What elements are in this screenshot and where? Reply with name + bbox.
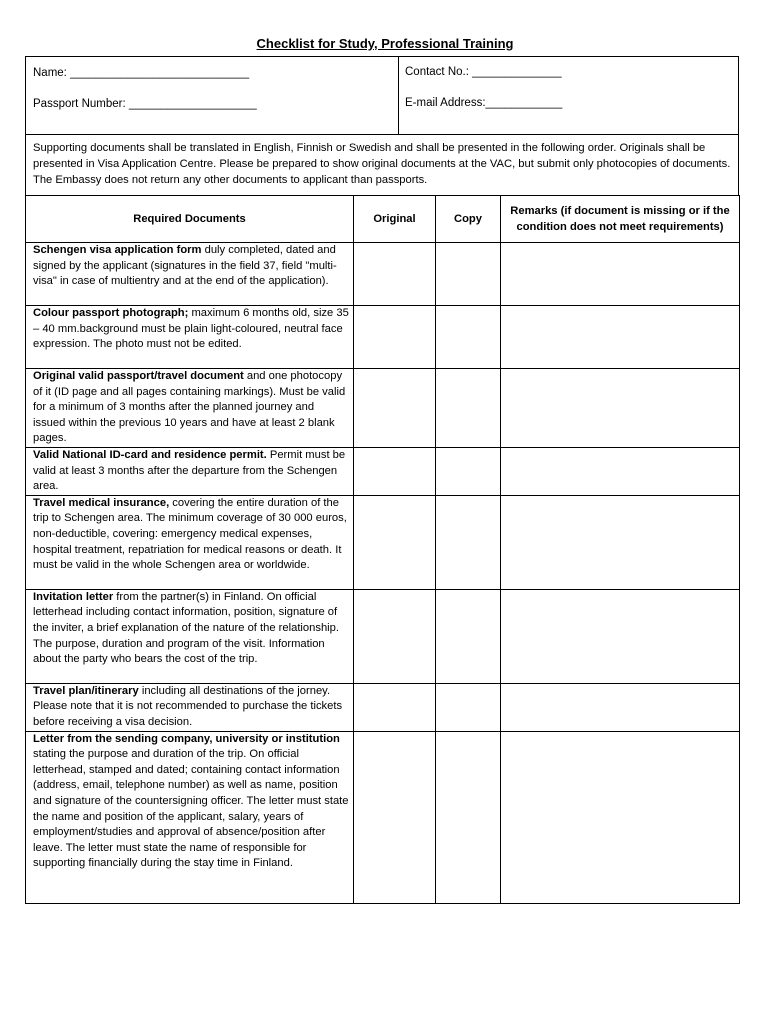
original-cell[interactable] <box>354 731 436 903</box>
remarks-cell[interactable] <box>501 589 740 683</box>
document-details: covering the entire duration of the trip to Schengen area. The minimum coverage of 30 000 euros, non-deductible, covering: emergency medical expenses, hospital treatment, repatriation for medical reasons or death. It must be valid in the whole Schengen area or worldwide. <box>33 496 347 572</box>
document-description <box>26 589 354 683</box>
table-row <box>26 495 740 589</box>
table-row <box>26 589 740 683</box>
document-details: duly completed, dated and signed by the applicant (signatures in the field 37, field "multi-visa" in case of multientry and at the end of the application). <box>33 244 337 288</box>
original-cell[interactable] <box>354 589 436 683</box>
table-row <box>26 243 740 306</box>
document-name: Letter from the sending company, university or institution <box>33 732 340 745</box>
document-description <box>26 369 354 448</box>
document-details: Permit must be valid at least 3 months after the departure from the Schengen area. <box>33 449 346 493</box>
document-details: including all destinations of the jorney. Please note that it is not recommended to purchase the tickets before receiving a visa decision. <box>33 684 343 728</box>
table-row <box>26 369 740 448</box>
original-cell[interactable] <box>354 448 436 496</box>
document-name: Colour passport photograph; <box>33 307 189 319</box>
document-name: Travel plan/itinerary <box>33 684 139 697</box>
remarks-cell[interactable] <box>501 448 740 496</box>
page-title: Checklist for Study, Professional Training <box>256 36 514 51</box>
table-row <box>26 683 740 731</box>
document-name: Invitation letter <box>33 590 114 603</box>
document-name: Valid National ID-card and residence permit. <box>33 449 267 461</box>
header-original: Original <box>354 196 436 243</box>
name-field[interactable]: Name: ____________________________ <box>33 67 250 79</box>
table-header-row <box>26 196 740 243</box>
required-documents-table <box>25 195 740 904</box>
table-row <box>26 731 740 903</box>
document-details: stating the purpose and duration of the trip. On official letterhead, stamped and dated; containing contact information (address, email, telephone number) as well as name, position and signature of the countersigning officer. The letter must state the name and position of the applicant, salary, years of employment/studies and approval of absence/position after leave. The letter must state the name of responsible for supporting financially during the stay time in Finland. <box>33 748 349 870</box>
document-description <box>26 731 354 903</box>
remarks-cell[interactable] <box>501 306 740 369</box>
original-cell[interactable] <box>354 306 436 369</box>
instructions-paragraph: Supporting documents shall be translated in English, Finnish or Swedish and shall be presented in the following order. Originals shall be presented in Visa Application Centre. Please be prepared to show original documents at the VAC, but submit only photocopies of documents. The Embassy does not return any other documents to applicant than passports. <box>25 135 739 196</box>
remarks-cell[interactable] <box>501 683 740 731</box>
remarks-cell[interactable] <box>501 495 740 589</box>
original-cell[interactable] <box>354 243 436 306</box>
copy-cell[interactable] <box>436 306 501 369</box>
document-details: maximum 6 months old, size 35 – 40 mm.background must be plain light-coloured, neutral face expression. The photo must not be edited. <box>33 307 349 351</box>
header-remarks: Remarks (if document is missing or if the condition does not meet requirements) <box>501 196 740 243</box>
document-name: Travel medical insurance, <box>33 496 170 509</box>
document-name: Schengen visa application form <box>33 244 202 256</box>
header-copy: Copy <box>436 196 501 243</box>
copy-cell[interactable] <box>436 243 501 306</box>
document-details: and one photocopy of it (ID page and all pages containing markings). Must be valid for a minimum of 3 months after the planned journey and issued within the previous 10 years and have at least 2 blank pages. <box>33 370 346 445</box>
document-details: from the partner(s) in Finland. On official letterhead including contact information, position, signature of the inviter, a brief explanation of the nature of the relationship. The purpose, duration and program of the visit. Information about the party who bears the cost of the trip. <box>33 590 339 666</box>
table-row <box>26 306 740 369</box>
copy-cell[interactable] <box>436 731 501 903</box>
remarks-cell[interactable] <box>501 731 740 903</box>
original-cell[interactable] <box>354 683 436 731</box>
original-cell[interactable] <box>354 369 436 448</box>
document-description <box>26 448 354 496</box>
header-required-documents: Required Documents <box>26 196 354 243</box>
copy-cell[interactable] <box>436 448 501 496</box>
form-divider <box>398 57 399 134</box>
document-description <box>26 495 354 589</box>
document-description <box>26 243 354 306</box>
email-address-field[interactable]: E-mail Address:____________ <box>405 97 563 109</box>
original-cell[interactable] <box>354 495 436 589</box>
copy-cell[interactable] <box>436 369 501 448</box>
remarks-cell[interactable] <box>501 369 740 448</box>
copy-cell[interactable] <box>436 495 501 589</box>
copy-cell[interactable] <box>436 683 501 731</box>
remarks-cell[interactable] <box>501 243 740 306</box>
document-name: Original valid passport/travel document <box>33 370 244 382</box>
contact-number-field[interactable]: Contact No.: ______________ <box>405 66 562 78</box>
passport-number-field[interactable]: Passport Number: ____________________ <box>33 98 257 110</box>
table-row <box>26 448 740 496</box>
applicant-info-box <box>25 56 739 135</box>
document-description <box>26 306 354 369</box>
document-description <box>26 683 354 731</box>
copy-cell[interactable] <box>436 589 501 683</box>
